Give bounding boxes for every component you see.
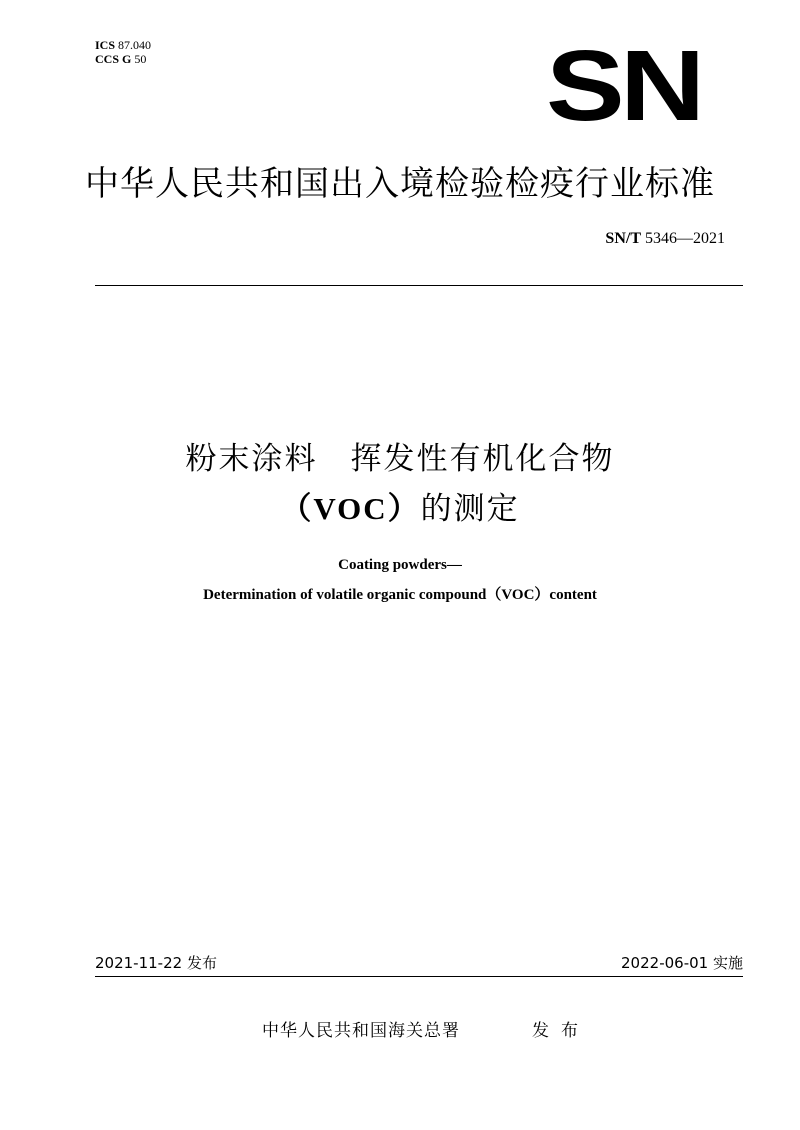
standard-number-code: 5346—2021 — [645, 230, 725, 247]
issue-label: 发布 — [186, 954, 217, 972]
classification-codes — [95, 38, 151, 66]
title-en-line1: Coating powders— — [338, 557, 462, 573]
publisher-name: 中华人民共和国海关总署 — [262, 1021, 460, 1041]
publisher-action: 发布 — [532, 1021, 590, 1041]
top-divider — [95, 285, 743, 286]
bottom-divider — [95, 976, 743, 977]
title-zh-line1: 粉末涂料 挥发性有机化合物 — [185, 441, 615, 477]
title-zh-rest: 的测定 — [420, 491, 520, 527]
authority-title: 中华人民共和国出入境检验检疫行业标准 — [85, 164, 715, 204]
ics-line — [95, 38, 151, 52]
title-en-line2: Determination of volatile organic compound（VOC）content — [203, 587, 597, 603]
standard-number-prefix: SN/T — [605, 230, 641, 247]
sn-logo: SN — [546, 30, 701, 142]
ccs-code: 50 — [134, 52, 147, 66]
title-zh-voc: （VOC） — [280, 491, 421, 526]
implement-label: 实施 — [712, 954, 743, 972]
ics-label: ICS — [95, 38, 116, 52]
ccs-line — [95, 52, 151, 66]
standard-number — [605, 230, 725, 248]
issue-date — [95, 952, 217, 973]
ics-code: 87.040 — [118, 38, 152, 52]
title-zh-line2 — [0, 483, 800, 528]
implement-date-value: 2022-06-01 — [621, 954, 709, 972]
ccs-label: CCS G — [95, 52, 132, 66]
issue-date-value: 2021-11-22 — [95, 954, 183, 972]
implement-date — [621, 952, 743, 973]
